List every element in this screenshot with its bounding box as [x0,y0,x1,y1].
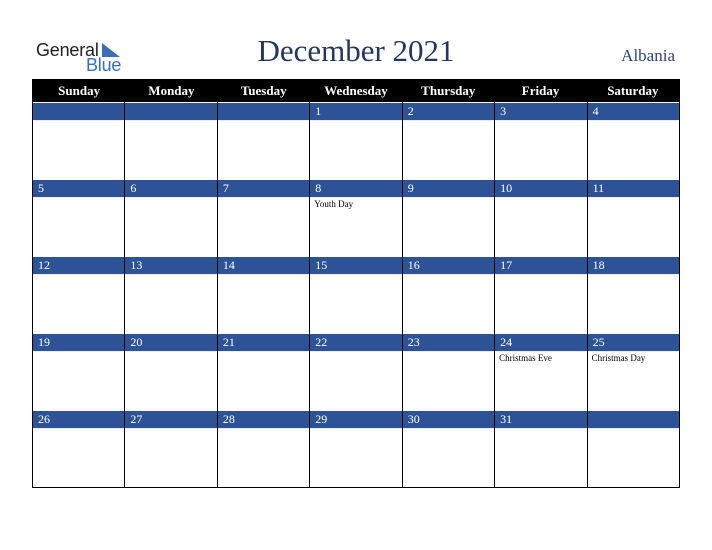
day-number-bar [125,102,216,121]
holiday-label: Christmas Eve [499,353,552,363]
week-row [32,179,680,256]
day-number: 14 [222,258,235,272]
week-row [32,102,680,179]
day-number-bar [495,333,586,352]
weekday-header-thursday: Thursday [421,83,476,98]
day-number: 27 [130,412,143,426]
day-cell [33,333,125,410]
day-number: 9 [407,181,414,195]
day-cell [588,256,680,333]
day-number-bar [125,256,216,275]
day-cell [403,410,495,487]
page-title: December 2021 [257,33,455,68]
day-cell [403,102,495,179]
day-cell [33,179,125,256]
day-cell [310,102,402,179]
day-number: 17 [500,258,513,272]
day-number: 21 [222,335,235,349]
day-cell [495,410,587,487]
day-number-bar [125,333,216,352]
week-row [32,333,680,410]
day-cell [310,410,402,487]
day-number: 23 [407,335,420,349]
day-number: 12 [38,258,50,272]
day-number-bar [588,410,679,429]
day-number-bar [33,333,124,352]
day-number-bar [310,333,401,352]
day-number-bar [403,410,494,429]
day-cell [218,256,310,333]
day-number: 29 [315,412,328,426]
day-number-bar [588,179,679,198]
day-number: 28 [222,412,235,426]
weekday-header-monday: Monday [148,83,195,98]
day-number-bar [218,256,309,275]
logo-word-general: General [36,40,99,60]
day-number-bar [495,179,586,198]
week-row [32,256,680,333]
day-number: 24 [500,335,513,349]
weekday-header-sunday: Sunday [58,83,101,98]
day-number: 1 [315,104,322,118]
calendar-grid [32,79,680,488]
day-number-bar [588,256,679,275]
day-number-bar [310,256,401,275]
day-cell [495,333,587,410]
day-number: 4 [592,104,599,118]
day-cell [310,256,402,333]
day-number: 30 [407,412,420,426]
day-number-bar [218,102,309,121]
day-number-bar [310,102,401,121]
day-number: 26 [38,412,50,426]
day-number: 19 [38,335,50,349]
day-number: 31 [500,412,513,426]
day-number-bar [33,179,124,198]
day-number: 10 [500,181,513,195]
day-number: 8 [315,181,322,195]
day-cell [33,256,125,333]
day-cell [588,102,680,179]
day-cell [495,256,587,333]
day-number-bar [33,102,124,121]
day-number: 16 [407,258,420,272]
day-number-bar [495,102,586,121]
day-cell [403,333,495,410]
weekday-header-tuesday: Tuesday [240,83,287,98]
day-cell [495,179,587,256]
day-number: 6 [130,181,137,195]
weekday-header-saturday: Saturday [607,83,659,98]
day-number-bar [588,333,679,352]
day-cell [33,410,125,487]
day-number: 11 [592,181,605,195]
day-cell [33,102,125,179]
weekday-header-friday: Friday [521,83,560,98]
logo-word-blue: Blue [86,55,122,75]
day-cell [125,410,217,487]
weeks-container [32,102,680,488]
day-number-bar [403,333,494,352]
day-cell [588,179,680,256]
day-number: 3 [500,104,507,118]
region-label: Albania [621,46,675,65]
day-cell [310,333,402,410]
day-number-bar [218,410,309,429]
day-cell [403,256,495,333]
day-cell [495,102,587,179]
day-cell [218,333,310,410]
day-number-bar [403,256,494,275]
day-number: 22 [315,335,328,349]
day-number-bar [495,410,586,429]
day-cell [218,102,310,179]
day-number-bar [125,179,216,198]
day-number: 13 [130,258,143,272]
day-cell [588,333,680,410]
day-cell [125,102,217,179]
day-cell [125,256,217,333]
day-cell [310,179,402,256]
holiday-label: Youth Day [314,199,354,209]
day-number: 25 [592,335,605,349]
day-number: 20 [130,335,143,349]
day-number-bar [495,256,586,275]
day-number: 7 [222,181,229,195]
day-number: 18 [592,258,605,272]
holiday-label: Christmas Day [591,353,646,363]
day-number: 15 [315,258,328,272]
week-row [32,410,680,488]
day-number-bar [218,179,309,198]
day-cell [218,179,310,256]
day-cell [125,333,217,410]
day-number-bar [588,102,679,121]
weekday-header-wednesday: Wednesday [324,83,388,98]
day-number-bar [33,256,124,275]
day-number-bar [310,410,401,429]
day-number-bar [218,333,309,352]
day-number: 2 [407,104,414,118]
day-cell [403,179,495,256]
day-number-bar [125,410,216,429]
day-cell [588,410,680,487]
day-number: 5 [38,181,44,195]
day-number-bar [403,179,494,198]
weekday-header-row [32,79,680,102]
day-cell [218,410,310,487]
day-number-bar [403,102,494,121]
day-number-bar [33,410,124,429]
day-cell [125,179,217,256]
day-number-bar [310,179,401,198]
